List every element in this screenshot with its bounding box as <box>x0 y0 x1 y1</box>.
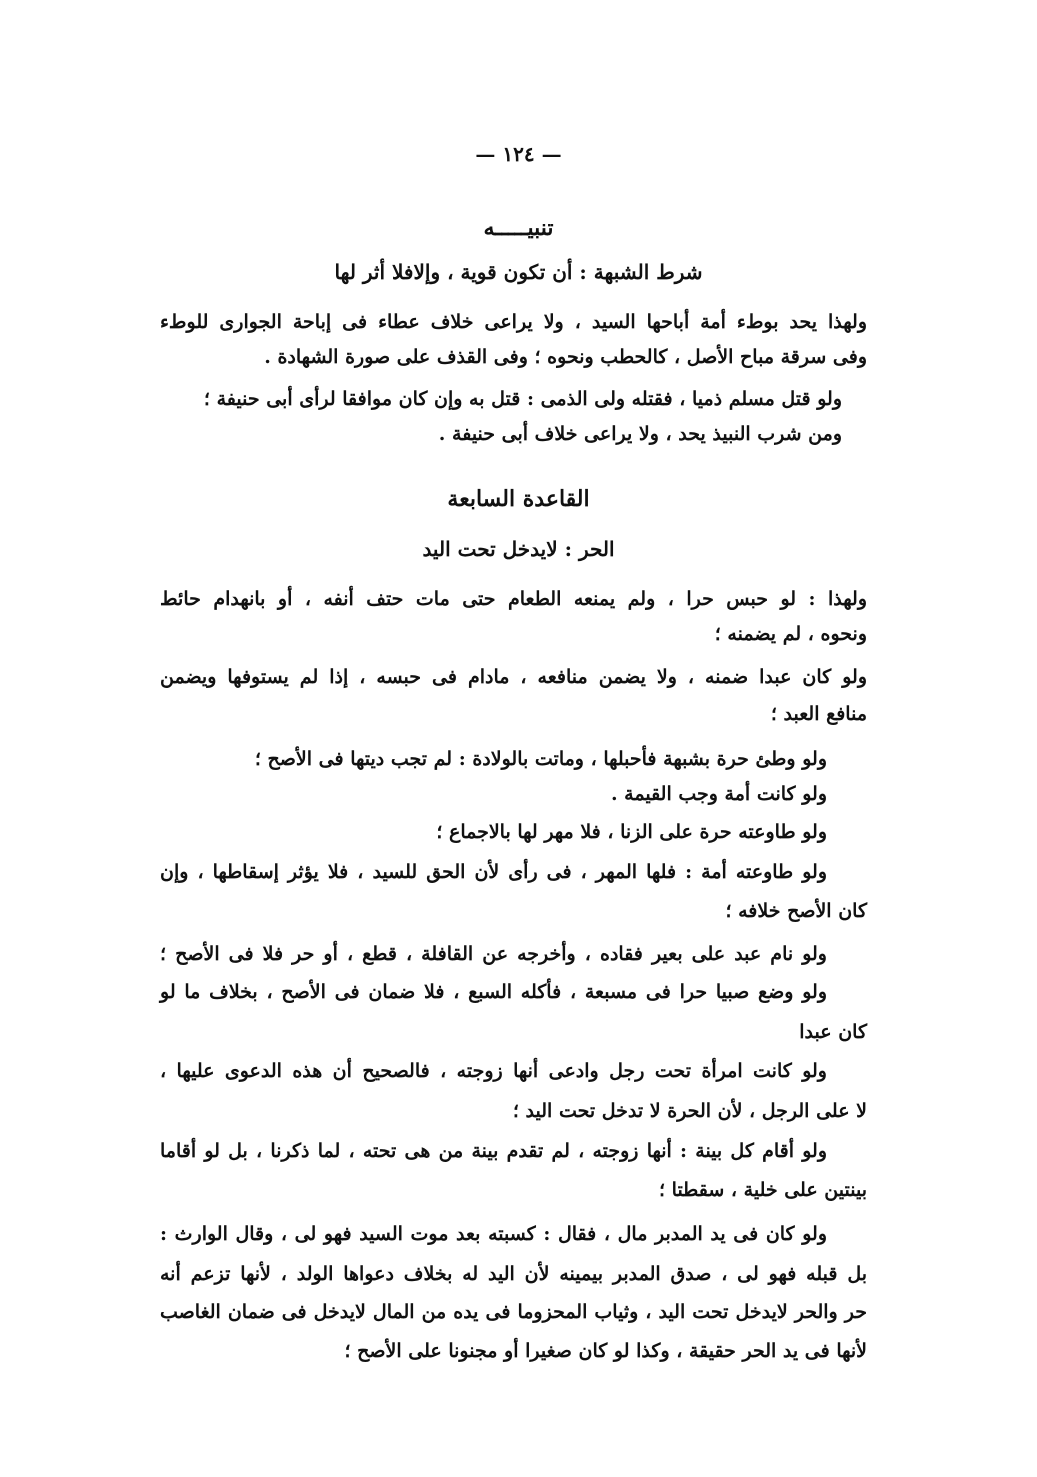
paragraph-line: ولو وضع صبيا حرا فى مسبعة ، فأكله السبع ، فلا ضمان فى الأصح ، بخلاف ما لو <box>160 981 827 1003</box>
paragraph-line: كان الأصح خلافه ؛ <box>725 900 867 922</box>
page-number: — ١٢٤ — <box>475 142 562 166</box>
paragraph-line: بينتين على خلية ، سقطتا ؛ <box>659 1179 867 1201</box>
paragraph-line: ومن شرب النبيذ يحد ، ولا يراعى خلاف أبى حنيفة . <box>438 423 842 445</box>
paragraph-line: ولو وطئ حرة بشبهة فأحبلها ، وماتت بالولادة : لم تجب ديتها فى الأصح ؛ <box>254 748 827 770</box>
paragraph-line: لأنها فى يد الحر حقيقة ، وكذا لو كان صغيرا أو مجنونا على الأصح ؛ <box>344 1340 867 1362</box>
paragraph-line: منافع العبد ؛ <box>770 703 867 725</box>
paragraph-line: بل قبله فهو لى ، صدق المدبر بيمينه لأن اليد له بخلاف دعواها الولد ، لأنها تزعم أنه <box>160 1263 867 1285</box>
paragraph-line: ولو كانت امرأة تحت رجل وادعى أنها زوجته ، فالصحيح أن هذه الدعوى عليها ، <box>160 1060 827 1082</box>
paragraph-line: ولو كان فى يد المدبر مال ، فقال : كسبته بعد موت السيد فهو لى ، وقال الوارث : <box>160 1223 827 1245</box>
paragraph-line: كان عبدا <box>799 1021 867 1043</box>
paragraph-line: ولو كان عبدا ضمنه ، ولا يضمن منافعه ، مادام فى حبسه ، إذا لم يستوفها ويضمن <box>160 666 867 688</box>
paragraph-line: ولو طاوعته أمة : فلها المهر ، فى رأى لأن الحق للسيد ، فلا يؤثر إسقاطها ، وإن <box>160 861 827 883</box>
paragraph-line: ونحوه ، لم يضمنه ؛ <box>714 623 867 645</box>
paragraph-line: ولو نام عبد على بعير فقاده ، وأخرجه عن القافلة ، قطع ، أو حر فلا فى الأصح ؛ <box>160 943 827 965</box>
paragraph-line: ولو كانت أمة وجب القيمة . <box>610 783 827 805</box>
paragraph-line: ولهذا يحد بوطء أمة أباحها السيد ، ولا يراعى خلاف عطاء فى إباحة الجوارى للوطء <box>160 311 867 333</box>
paragraph-line: ولو أقام كل بينة : أنها زوجته ، لم تقدم بينة من هى تحته ، لما ذكرنا ، بل لو أقاما <box>160 1140 827 1162</box>
paragraph-line: ولو طاوعته حرة على الزنا ، فلا مهر لها بالاجماع ؛ <box>436 821 827 843</box>
paragraph-line: حر والحر لايدخل تحت اليد ، وثياب المحزوما فى يده من المال لايدخل فى ضمان الغاصب <box>160 1301 867 1323</box>
tanbih-heading: تنبيـــــه <box>483 215 554 241</box>
paragraph-line: ولهذا : لو حبس حرا ، ولم يمنعه الطعام حتى مات حتف أنفه ، أو بانهدام حائط <box>160 588 867 610</box>
qaida-heading: القاعدة السابعة <box>447 486 590 512</box>
paragraph-line: وفى سرقة مباح الأصل ، كالحطب ونحوه ؛ وفى القذف على صورة الشهادة . <box>264 346 867 368</box>
paragraph-line: لا على الرجل ، لأن الحرة لا تدخل تحت اليد ؛ <box>512 1100 867 1122</box>
paragraph-line: ولو قتل مسلم ذميا ، فقتله ولى الذمى : قتل به وإن كان موافقا لرأى أبى حنيفة ؛ <box>203 388 842 410</box>
qaida-rule: الحر : لايدخل تحت اليد <box>422 537 615 561</box>
shubha-rule: شرط الشبهة : أن تكون قوية ، وإلافلا أثر لها <box>334 260 703 284</box>
